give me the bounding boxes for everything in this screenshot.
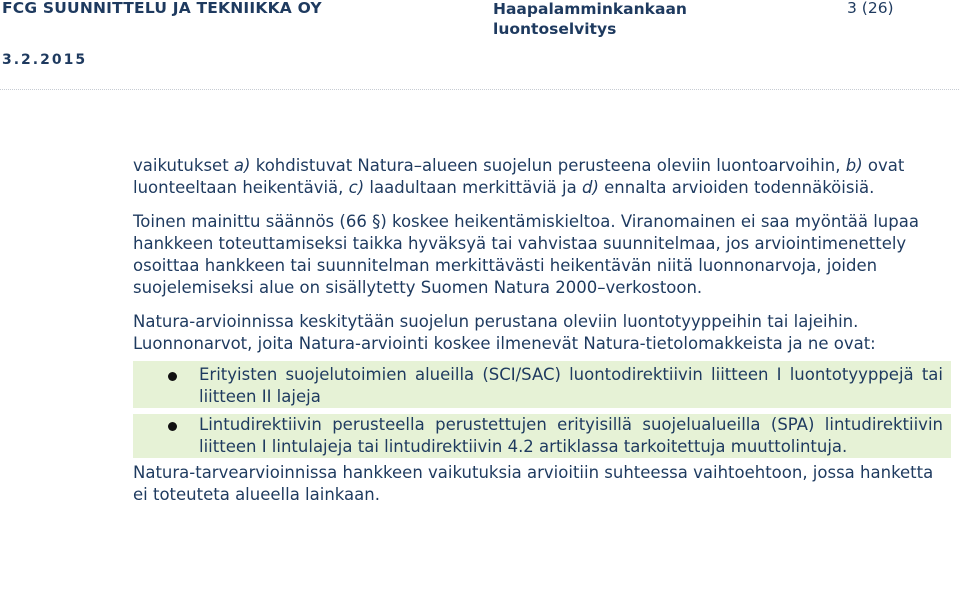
text-segment: vaikutukset [133, 156, 234, 175]
natura-values-list [133, 361, 951, 458]
text-segment: kohdistuvat Natura–alueen suojelun perusteena oleviin luontoarvoihin, [250, 156, 846, 175]
item-marker-a: a) [233, 156, 251, 175]
bullet-icon [168, 422, 177, 431]
list-item-text: Erityisten suojelutoimien alueilla (SCI/SAC) luontodirektiivin liitteen I luontotyyppejä tai liitteen II lajeja [199, 365, 943, 406]
company-name: FCG SUUNNITTELU JA TEKNIIKKA OY [2, 0, 322, 17]
document-title-line-1: Haapalamminkankaan [493, 0, 687, 18]
paragraph-tarvearviointi: Natura-tarvearvioinnissa hankkeen vaikutuksia arvioitiin suhteessa vaihtoehtoon, jossa hanketta ei toteuteta alueella lainkaan. [133, 463, 934, 504]
item-marker-c: c) [348, 178, 365, 197]
item-marker-d: d) [581, 178, 599, 197]
bullet-icon [168, 372, 177, 381]
document-body [133, 155, 951, 506]
paragraph-heikentamiskielto: Toinen mainittu säännös (66 §) koskee heikentämiskieltoa. Viranomainen ei saa myöntää lupaa hankkeen toteuttamiseksi taikka hyväksyä tai vahvistaa suunnitelmaa, jos arviointimenettely osoittaa hankkeen tai suunnitelman merkittävästi heikentävän niitä luonnonarvoja, joiden suojelemiseksi alue on sisällytetty Suomen Natura 2000–verkostoon. [133, 212, 919, 297]
text-segment: ovat luonteeltaan heikentäviä, [133, 156, 905, 197]
text-segment: ennalta arvioiden todennäköisiä. [598, 178, 875, 197]
list-item-text: Lintudirektiivin perusteella perustettujen erityisillä suojelualueilla (SPA) lintudirektiivin liitteen I lintulajeja tai lintudirektiivin 4.2 artiklassa tarkoitettuja muuttolintuja. [199, 415, 943, 456]
text-segment: laadultaan merkittäviä ja [364, 178, 582, 197]
list-item [133, 361, 951, 408]
document-date: 3.2.2015 [2, 52, 88, 68]
page-number: 3 (26) [847, 0, 894, 17]
paragraph-natura-effects [133, 155, 951, 199]
item-marker-b: b) [845, 156, 863, 175]
page-header [0, 0, 959, 90]
paragraph-natura-arviointi: Natura-arvioinnissa keskitytään suojelun perustana oleviin luontotyyppeihin tai lajeihin. Luonnonarvot, joita Natura-arviointi koskee ilmenevät Natura-tietolomakkeista ja ne ovat: [133, 312, 876, 353]
header-divider [0, 89, 959, 90]
list-item [133, 414, 951, 458]
document-title [493, 0, 687, 39]
document-title-line-2: luontoselvitys [493, 20, 617, 38]
